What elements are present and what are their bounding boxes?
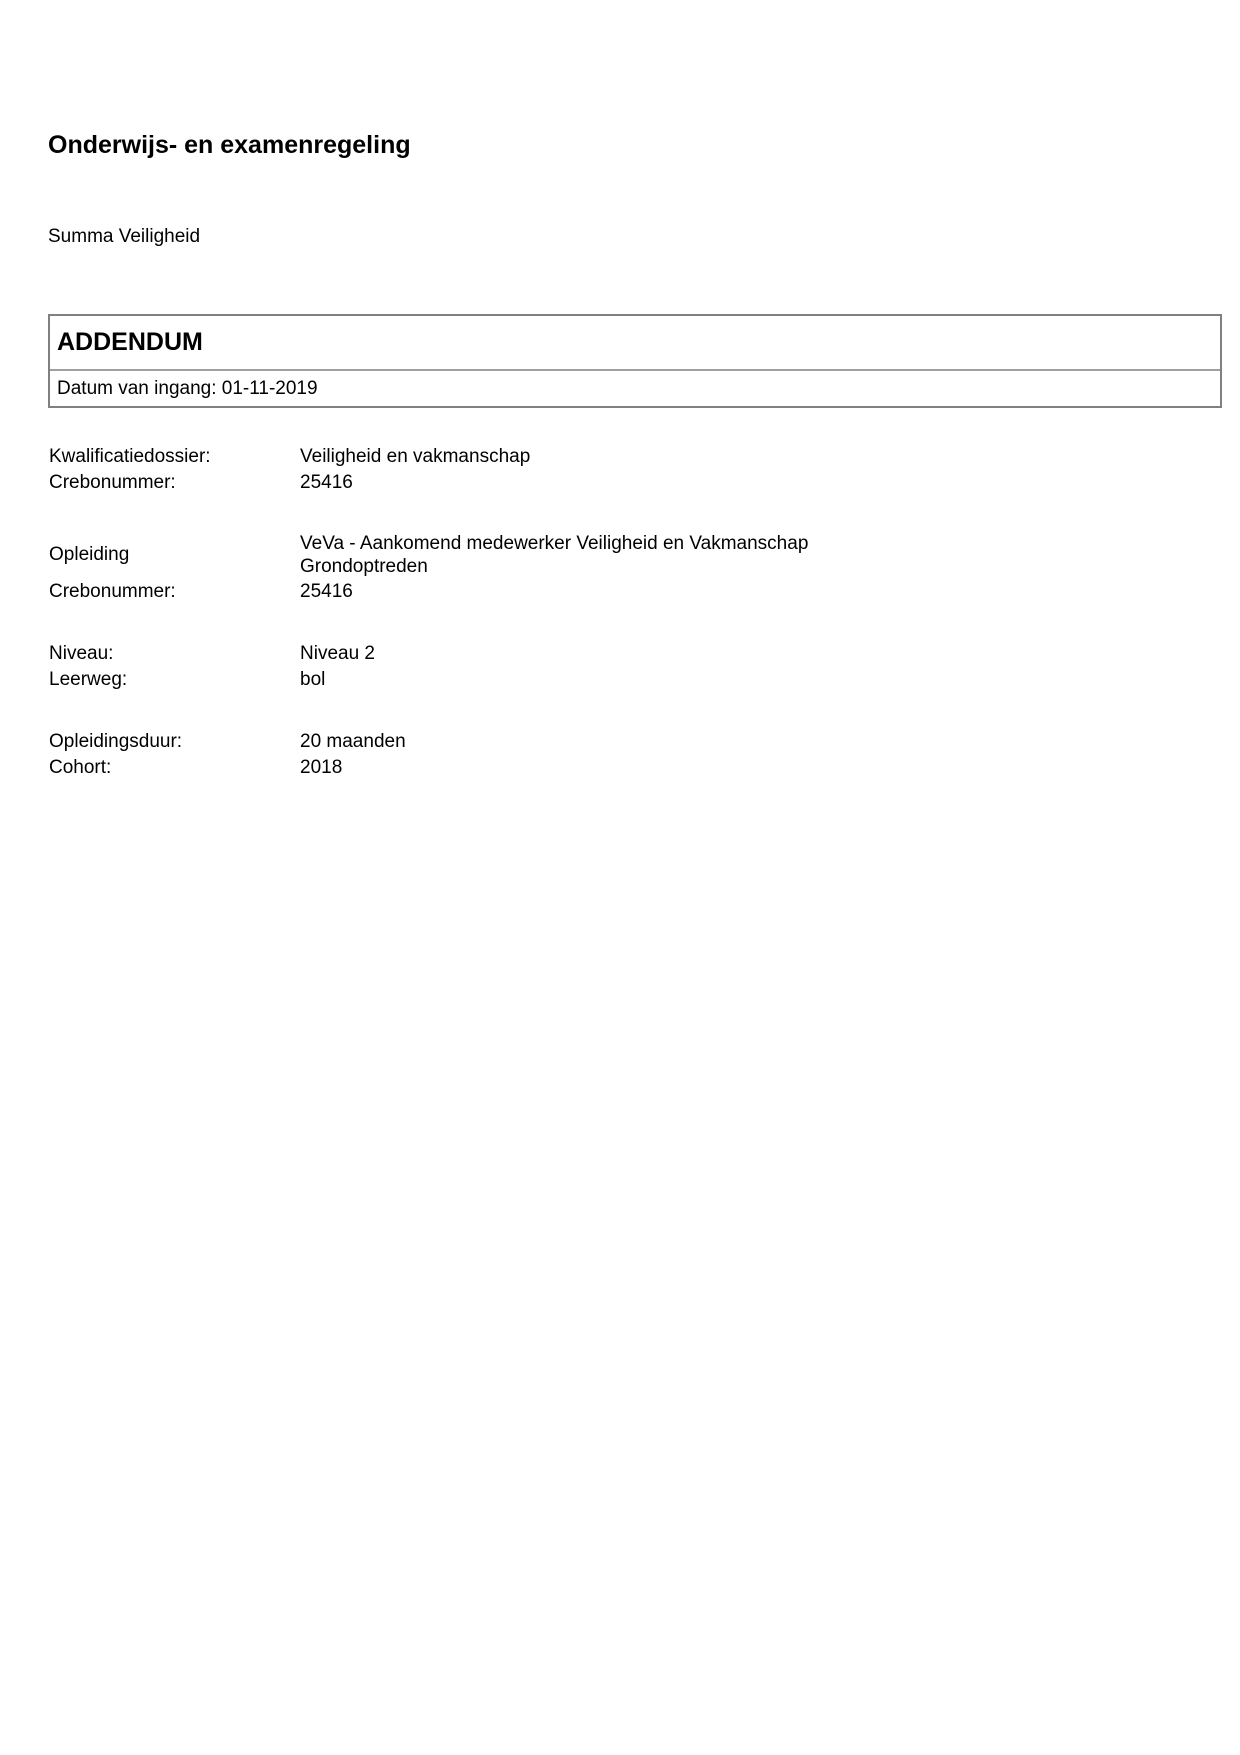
detail-label: Cohort: [49, 757, 112, 778]
detail-value [300, 532, 949, 578]
spacer [49, 605, 949, 641]
addendum-heading: ADDENDUM [50, 316, 1220, 371]
detail-row-niveau [49, 641, 949, 667]
detail-value: Niveau 2 [300, 643, 375, 664]
detail-label: Niveau: [49, 643, 114, 664]
detail-row-leerweg [49, 667, 949, 693]
addendum-box [48, 314, 1222, 408]
detail-label: Opleiding [49, 544, 130, 565]
effective-date: Datum van ingang: 01-11-2019 [57, 377, 318, 399]
detail-value: 25416 [300, 581, 353, 602]
detail-row-crebonummer-opleiding [49, 579, 949, 605]
detail-row-crebonummer-dossier [49, 470, 949, 496]
detail-label: Leerweg: [49, 669, 128, 690]
detail-label: Opleidingsduur: [49, 731, 183, 752]
detail-value: Veiligheid en vakmanschap [300, 446, 531, 467]
spacer [49, 693, 949, 729]
organization-name: Summa Veiligheid [48, 226, 201, 247]
detail-row-opleidingsduur [49, 729, 949, 755]
detail-label: Crebonummer: [49, 581, 176, 602]
opleiding-line-2: Grondoptreden [300, 556, 428, 577]
detail-label: Crebonummer: [49, 472, 176, 493]
detail-value: 25416 [300, 472, 353, 493]
detail-label: Kwalificatiedossier: [49, 446, 211, 467]
detail-row-opleiding [49, 531, 949, 579]
detail-row-kwalificatiedossier [49, 444, 949, 470]
spacer [49, 496, 949, 531]
opleiding-line-1: VeVa - Aankomend medewerker Veiligheid en Vakmanschap [300, 533, 809, 554]
detail-value: 20 maanden [300, 731, 406, 752]
details-list [49, 444, 949, 781]
detail-value: 2018 [300, 757, 343, 778]
document-title: Onderwijs- en examenregeling [48, 131, 411, 159]
detail-row-cohort [49, 755, 949, 781]
detail-value: bol [300, 669, 326, 690]
